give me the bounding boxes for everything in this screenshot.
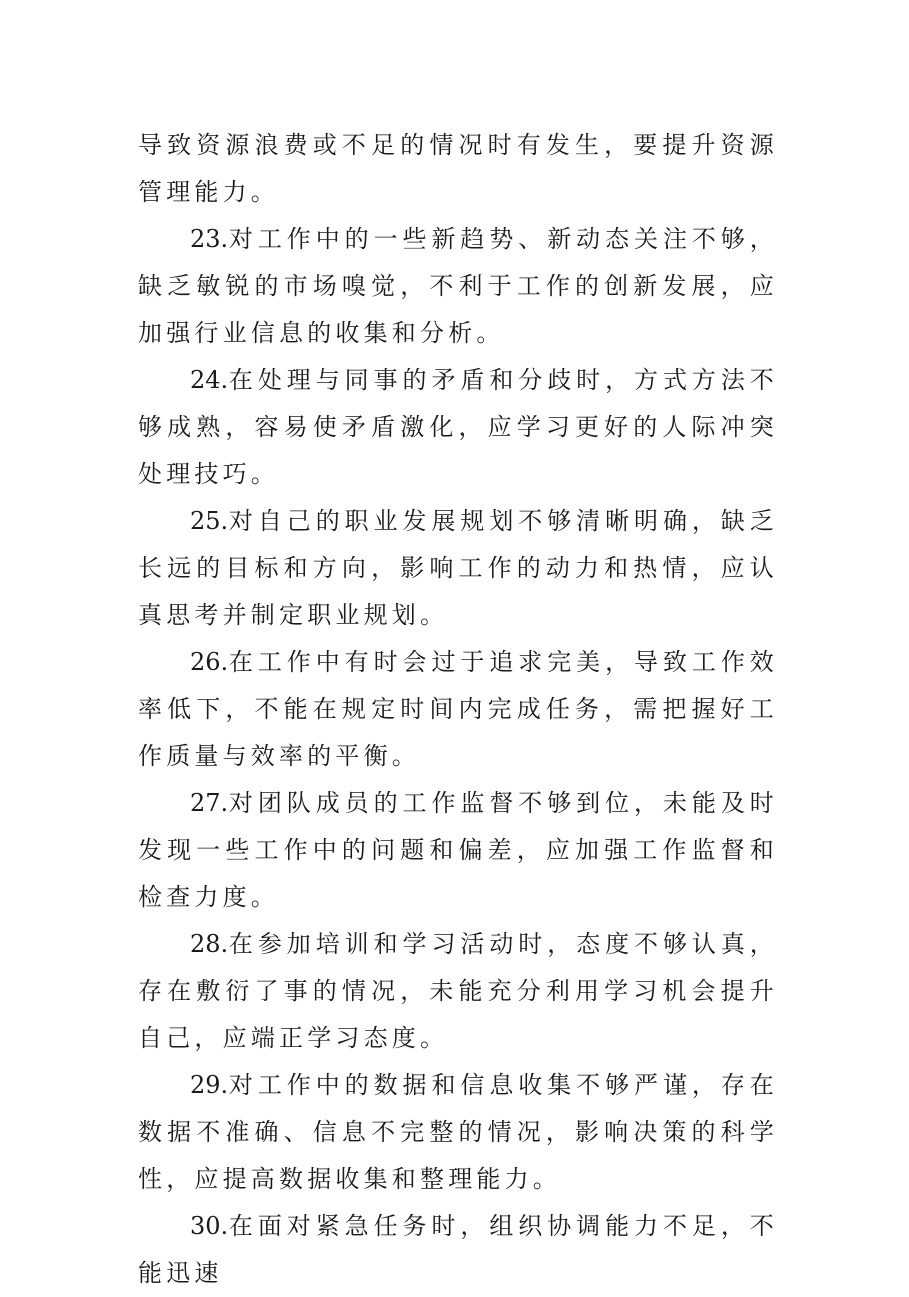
paragraph-text: 导致资源浪费或不足的情况时有发生，要提升资源管理能力。: [138, 131, 778, 206]
item-number: 27.: [190, 789, 229, 817]
paragraph-text: 对团队成员的工作监督不够到位，未能及时发现一些工作中的问题和偏差，应加强工作监督和检查力度。: [138, 789, 778, 911]
document-body: [138, 122, 778, 1297]
item-number: 28.: [190, 930, 229, 958]
item-number: 26.: [190, 648, 229, 676]
paragraph-item-26: [138, 639, 778, 780]
paragraph-item-30: [138, 1203, 778, 1297]
paragraph-item-27: [138, 780, 778, 921]
item-number: 30.: [190, 1212, 229, 1240]
paragraph-text: 在工作中有时会过于追求完美，导致工作效率低下，不能在规定时间内完成任务，需把握好工作质量与效率的平衡。: [138, 648, 778, 770]
paragraph-item-28: [138, 921, 778, 1062]
item-number: 23.: [190, 225, 229, 253]
item-number: 24.: [190, 366, 229, 394]
paragraph-item-23: [138, 216, 778, 357]
item-number: 29.: [190, 1071, 229, 1099]
item-number: 25.: [190, 507, 229, 535]
paragraph-item-24: [138, 357, 778, 498]
paragraph-continuation: [138, 122, 778, 216]
paragraph-text: 对自己的职业发展规划不够清晰明确，缺乏长远的目标和方向，影响工作的动力和热情，应认真思考并制定职业规划。: [138, 507, 778, 629]
paragraph-text: 对工作中的一些新趋势、新动态关注不够，缺乏敏锐的市场嗅觉，不利于工作的创新发展，应加强行业信息的收集和分析。: [138, 225, 778, 347]
paragraph-text: 在参加培训和学习活动时，态度不够认真，存在敷衍了事的情况，未能充分利用学习机会提升自己，应端正学习态度。: [138, 930, 778, 1052]
paragraph-item-29: [138, 1062, 778, 1203]
paragraph-text: 对工作中的数据和信息收集不够严谨，存在数据不准确、信息不完整的情况，影响决策的科学性，应提高数据收集和整理能力。: [138, 1071, 778, 1193]
paragraph-text: 在处理与同事的矛盾和分歧时，方式方法不够成熟，容易使矛盾激化，应学习更好的人际冲突处理技巧。: [138, 366, 778, 488]
paragraph-item-25: [138, 498, 778, 639]
paragraph-text: 在面对紧急任务时，组织协调能力不足，不能迅速: [138, 1212, 778, 1287]
